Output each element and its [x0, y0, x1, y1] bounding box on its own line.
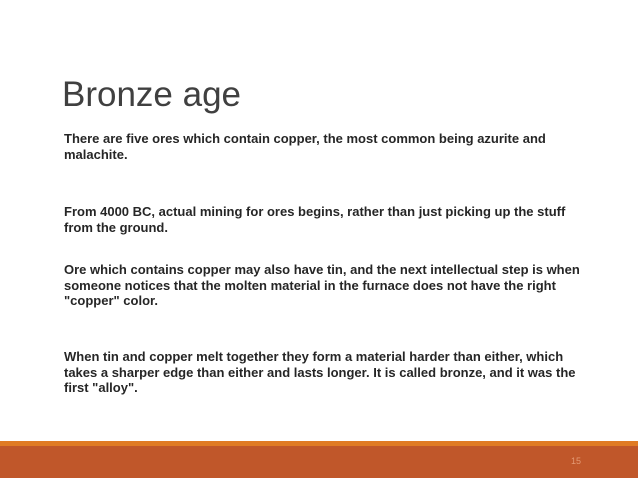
paragraph-mining: From 4000 BC, actual mining for ores begins, rather than just picking up the stuff from the ground.: [64, 204, 566, 235]
paragraph-bronze-alloy: When tin and copper melt together they form a material harder than either, which takes a sharper edge than either and lasts longer. It is called bronze, and it was the first "alloy".: [64, 349, 576, 395]
paragraph-tin-discovery: Ore which contains copper may also have tin, and the next intellectual step is when someone notices that the molten material in the furnace does not have the right "copper" color.: [64, 262, 580, 308]
footer-band: [0, 446, 638, 478]
paragraph-ores: There are five ores which contain copper, the most common being azurite and malachite.: [64, 131, 546, 162]
slide-title: Bronze age: [62, 75, 242, 114]
page-number: 15: [570, 456, 581, 466]
